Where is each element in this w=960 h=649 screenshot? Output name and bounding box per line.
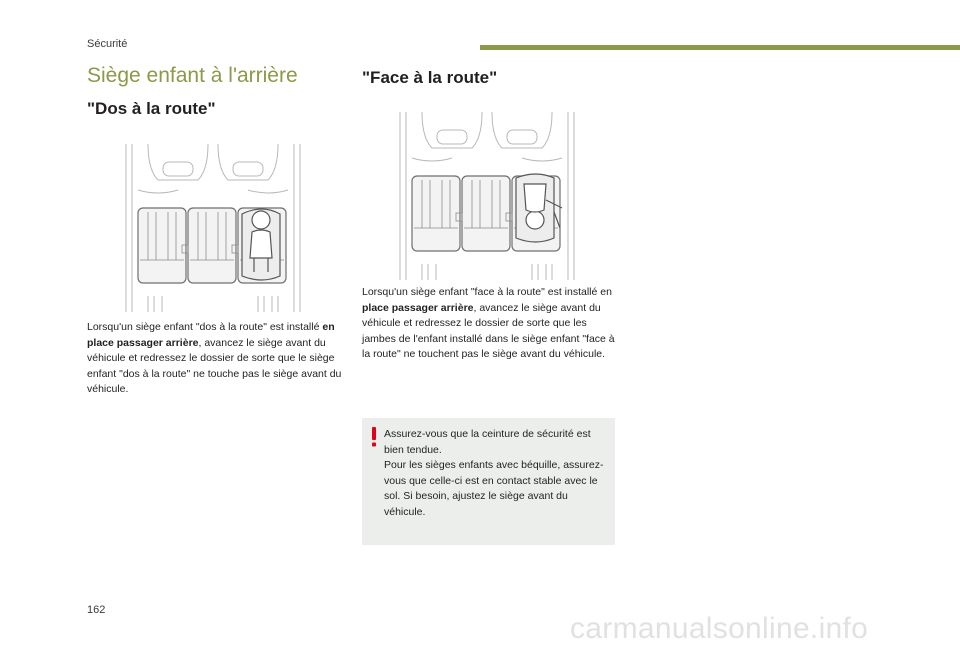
forward-facing-text-bold: place passager arrière: [362, 301, 474, 314]
forward-facing-text-end: , avancez le siège avant du véhicule et redressez le dossier de sorte que les jambes de l'enfant installé dans le siège enfant "face à la route" ne touchent pas le siège avant du véhicule.: [362, 301, 615, 360]
heading-forward-facing: "Face à la route": [362, 68, 498, 87]
heading-rear-facing: "Dos à la route": [87, 99, 216, 118]
rear-facing-seat-illustration: [118, 140, 308, 316]
rear-facing-text-start: Lorsqu'un siège enfant "dos à la route" est installé: [87, 321, 323, 333]
rear-facing-text-end: , avancez le siège avant du véhicule et redressez le dossier de sorte que le siège enfant "dos à la route" ne touche pas le siège avant du véhicule.: [87, 336, 342, 395]
page-title: Siège enfant à l'arrière: [87, 64, 298, 87]
rear-facing-paragraph: [87, 320, 342, 398]
forward-facing-seat-illustration: [392, 108, 582, 284]
page-number: 162: [87, 604, 106, 616]
watermark: carmanualsonline.info: [570, 612, 869, 645]
warning-box: [362, 418, 615, 545]
forward-facing-paragraph: [362, 285, 620, 363]
forward-facing-text-start: Lorsqu'un siège enfant "face à la route" est installé en: [362, 286, 612, 298]
rear-facing-text-bold: en place passager arrière: [87, 321, 335, 349]
warning-line-belt: Assurez-vous que la ceinture de sécurité est bien tendue.: [384, 428, 591, 456]
warning-line-support-leg: Pour les sièges enfants avec béquille, assurez-vous que celle-ci est en contact stable avec le sol. Si besoin, ajustez le siège avant du véhicule.: [384, 459, 604, 518]
section-bar: [480, 45, 960, 50]
warning-text: [384, 427, 606, 520]
section-label: Sécurité: [87, 38, 128, 50]
warning-exclamation-icon: [369, 426, 379, 448]
